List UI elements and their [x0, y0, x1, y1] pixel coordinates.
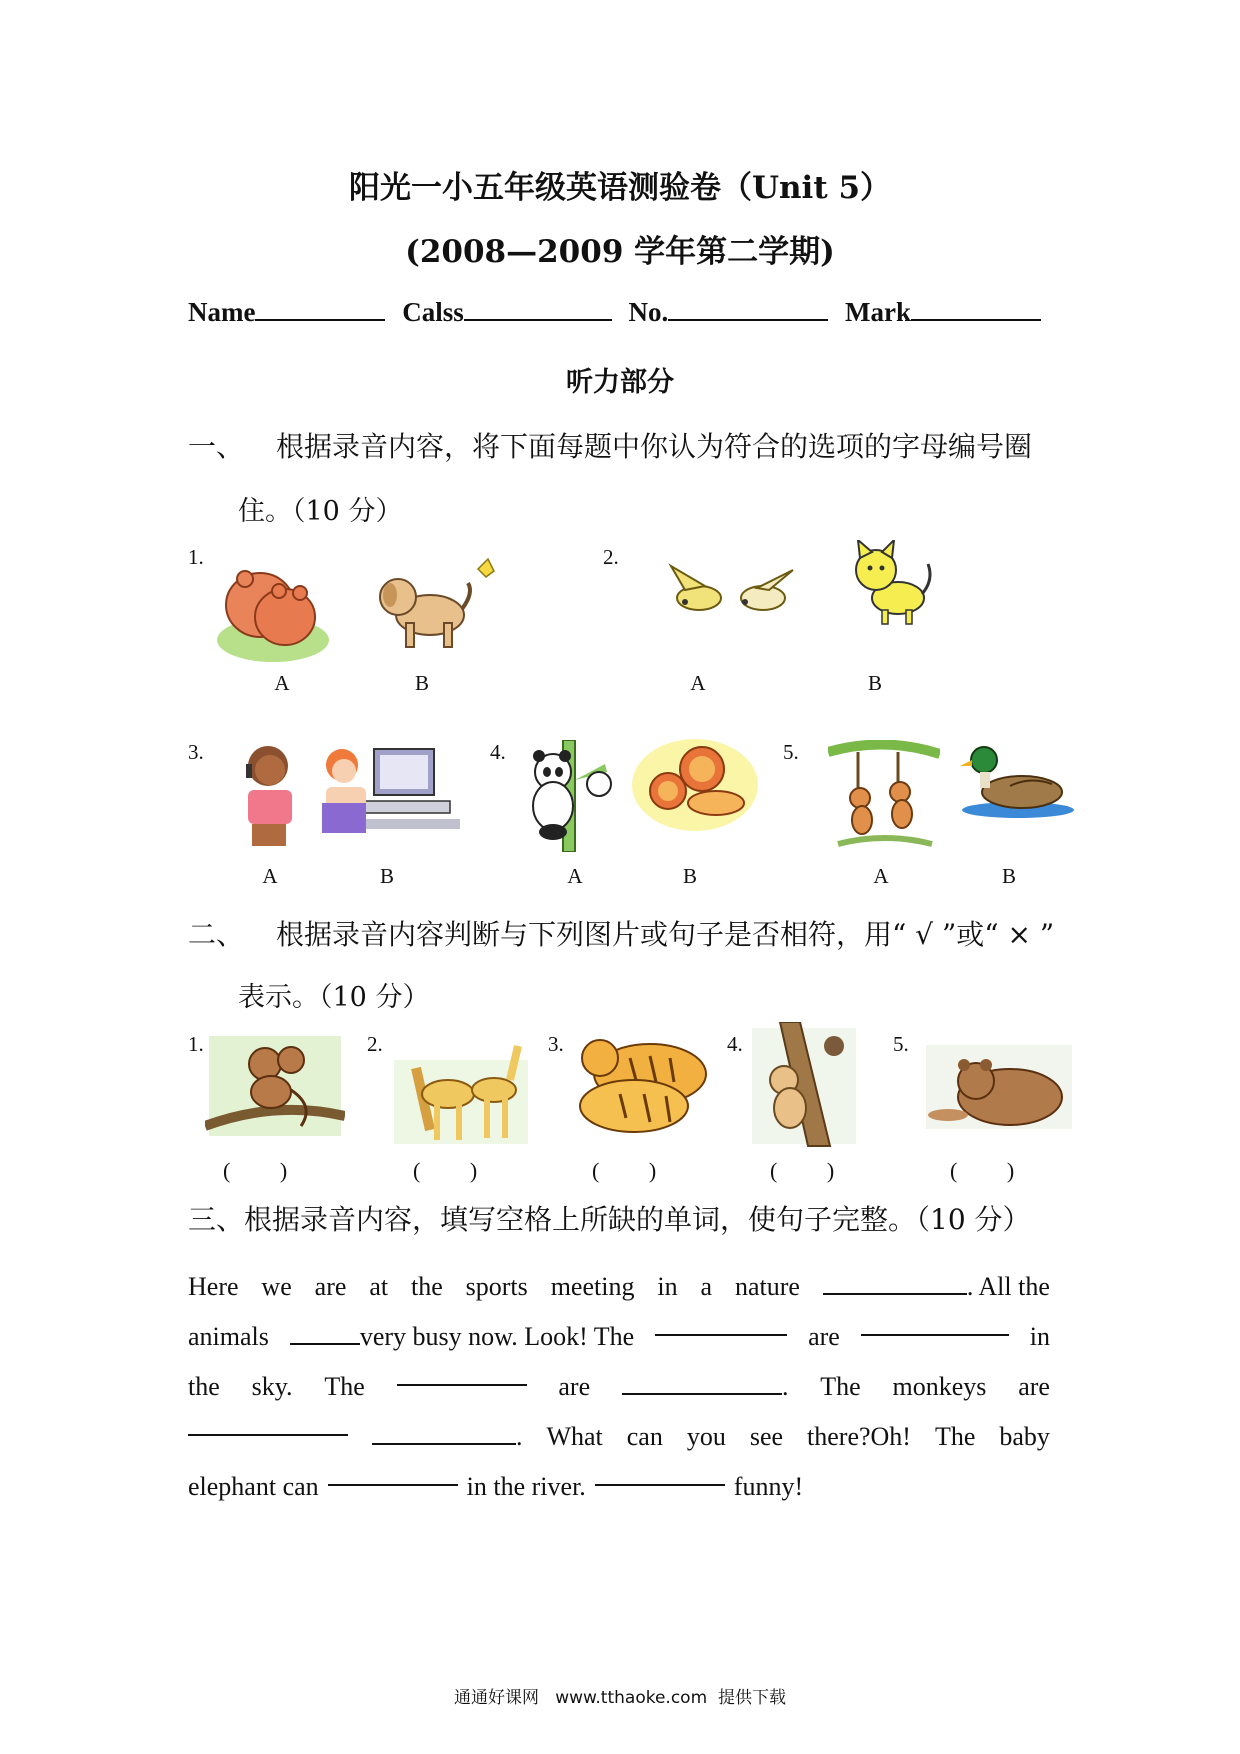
duck-icon — [960, 742, 1076, 820]
s2-item5-number: 5. — [893, 1032, 909, 1056]
student-info-row — [188, 295, 1051, 328]
tigers-icon — [570, 1022, 712, 1142]
bear-climbing-icon — [750, 1022, 860, 1150]
girl-phone-icon — [236, 740, 306, 848]
passage-line-5 — [188, 1462, 1050, 1512]
word: funny! — [733, 1472, 804, 1501]
q4-number: 4. — [490, 740, 506, 764]
word: in — [657, 1272, 678, 1301]
bears-icon — [215, 555, 331, 665]
name-blank[interactable] — [255, 295, 385, 321]
word: sports — [465, 1272, 528, 1301]
s2-item4-number: 4. — [727, 1032, 743, 1056]
section2-instruction — [188, 913, 1054, 953]
word: . All the — [966, 1272, 1050, 1301]
section2-number: 二、 — [188, 918, 245, 951]
section1-instruction-cont: 住。（10 分） — [238, 496, 403, 527]
s2-item3-number: 3. — [548, 1032, 564, 1056]
q3-option-b[interactable]: B — [379, 864, 394, 888]
blank-8[interactable] — [372, 1421, 516, 1445]
section2-instruction-cont: 表示。（10 分） — [238, 982, 430, 1013]
s2-item3-answer[interactable]: ( ) — [592, 1158, 657, 1183]
q1-number: 1. — [188, 545, 204, 569]
s2-item4-answer[interactable]: ( ) — [770, 1158, 835, 1183]
word: monkeys — [892, 1372, 987, 1401]
section1-number: 一、 — [188, 430, 245, 463]
cat-icon — [848, 540, 934, 626]
word: . — [781, 1372, 789, 1401]
word: animals — [188, 1322, 269, 1351]
blank-3[interactable] — [655, 1312, 787, 1336]
word: the — [188, 1372, 220, 1401]
page-title: 阳光一小五年级英语测验卷（Unit 5） — [348, 170, 892, 206]
q1-option-b[interactable]: B — [414, 671, 429, 695]
word: the — [410, 1272, 443, 1301]
q3-option-a[interactable]: A — [262, 864, 278, 888]
word: in — [1029, 1322, 1050, 1351]
giraffes-icon — [390, 1040, 532, 1148]
listening-heading: 听力部分 — [566, 367, 674, 398]
class-label: Calss — [402, 297, 464, 327]
passage-line-1 — [188, 1262, 1050, 1312]
blank-7[interactable] — [188, 1412, 348, 1436]
s2-item2-number: 2. — [367, 1032, 383, 1056]
number-label: No. — [628, 297, 669, 327]
girl-computer-icon — [320, 743, 470, 841]
s2-item1-answer[interactable]: ( ) — [223, 1158, 288, 1183]
page-subtitle: (2008—2009 学年第二学期) — [405, 234, 835, 270]
blank-9[interactable] — [328, 1462, 458, 1486]
blank-6[interactable] — [622, 1371, 782, 1395]
word: are — [558, 1372, 591, 1401]
lions-icon — [630, 735, 760, 833]
s2-item2-answer[interactable]: ( ) — [413, 1158, 478, 1183]
word: are — [1018, 1372, 1050, 1401]
q4-option-b[interactable]: B — [682, 864, 697, 888]
panda-bamboo-icon — [525, 740, 615, 852]
q2-number: 2. — [603, 545, 619, 569]
monkeys-tree-icon — [205, 1030, 345, 1146]
word: are — [808, 1322, 840, 1351]
passage-line-4 — [188, 1412, 1050, 1462]
section1-instruction — [188, 425, 1032, 465]
blank-2[interactable] — [290, 1321, 360, 1345]
word: baby — [999, 1422, 1050, 1451]
word: at — [369, 1272, 389, 1301]
section3-instruction: 三、根据录音内容，填写空格上所缺的单词，使句子完整。（10 分） — [188, 1203, 1031, 1236]
word: sky. — [251, 1372, 293, 1401]
q5-option-b[interactable]: B — [1001, 864, 1016, 888]
word: nature — [734, 1272, 800, 1301]
s2-item1-number: 1. — [188, 1032, 204, 1056]
word: a — [700, 1272, 713, 1301]
word: there?Oh! — [807, 1422, 911, 1451]
name-label: Name — [188, 297, 256, 327]
word: The — [934, 1422, 976, 1451]
blank-5[interactable] — [397, 1362, 527, 1386]
monkeys-swinging-icon — [828, 740, 940, 852]
class-blank[interactable] — [464, 295, 612, 321]
word: . — [515, 1422, 523, 1451]
word: What — [546, 1422, 603, 1451]
section2-text: 根据录音内容判断与下列图片或句子是否相符，用“ √ ”或“ × ” — [276, 918, 1055, 951]
blank-10[interactable] — [595, 1462, 725, 1486]
blank-4[interactable] — [861, 1312, 1009, 1336]
word: you — [686, 1422, 726, 1451]
passage — [188, 1262, 1050, 1512]
q5-number: 5. — [783, 740, 799, 764]
word: very busy now. Look! The — [359, 1322, 635, 1351]
blank-1[interactable] — [823, 1271, 967, 1295]
bear-sleeping-icon — [920, 1035, 1076, 1135]
word: elephant can — [188, 1472, 319, 1501]
word: we — [261, 1272, 292, 1301]
word: meeting — [550, 1272, 635, 1301]
mark-label: Mark — [845, 297, 911, 327]
section1-text: 根据录音内容，将下面每题中你认为符合的选项的字母编号圈 — [276, 430, 1033, 463]
footer-text: 通通好课网 www.tthaoke.com 提供下载 — [454, 1688, 786, 1708]
q2-option-b[interactable]: B — [867, 671, 882, 695]
word: are — [314, 1272, 347, 1301]
word: The — [324, 1372, 365, 1401]
passage-line-2 — [188, 1312, 1050, 1362]
mark-blank[interactable] — [911, 295, 1041, 321]
q3-number: 3. — [188, 740, 204, 764]
word: see — [749, 1422, 784, 1451]
birds-icon — [665, 558, 797, 622]
q5-option-a[interactable]: A — [873, 864, 889, 888]
passage-line-3 — [188, 1362, 1050, 1412]
word: The — [820, 1372, 861, 1401]
s2-item5-answer[interactable]: ( ) — [950, 1158, 1015, 1183]
puppy-butterfly-icon — [370, 557, 498, 653]
q1-option-a[interactable]: A — [274, 671, 290, 695]
q2-option-a[interactable]: A — [690, 671, 706, 695]
word: Here — [188, 1272, 239, 1301]
word: can — [626, 1422, 663, 1451]
number-blank[interactable] — [668, 295, 828, 321]
q4-option-a[interactable]: A — [567, 864, 583, 888]
word: in the river. — [466, 1472, 586, 1501]
